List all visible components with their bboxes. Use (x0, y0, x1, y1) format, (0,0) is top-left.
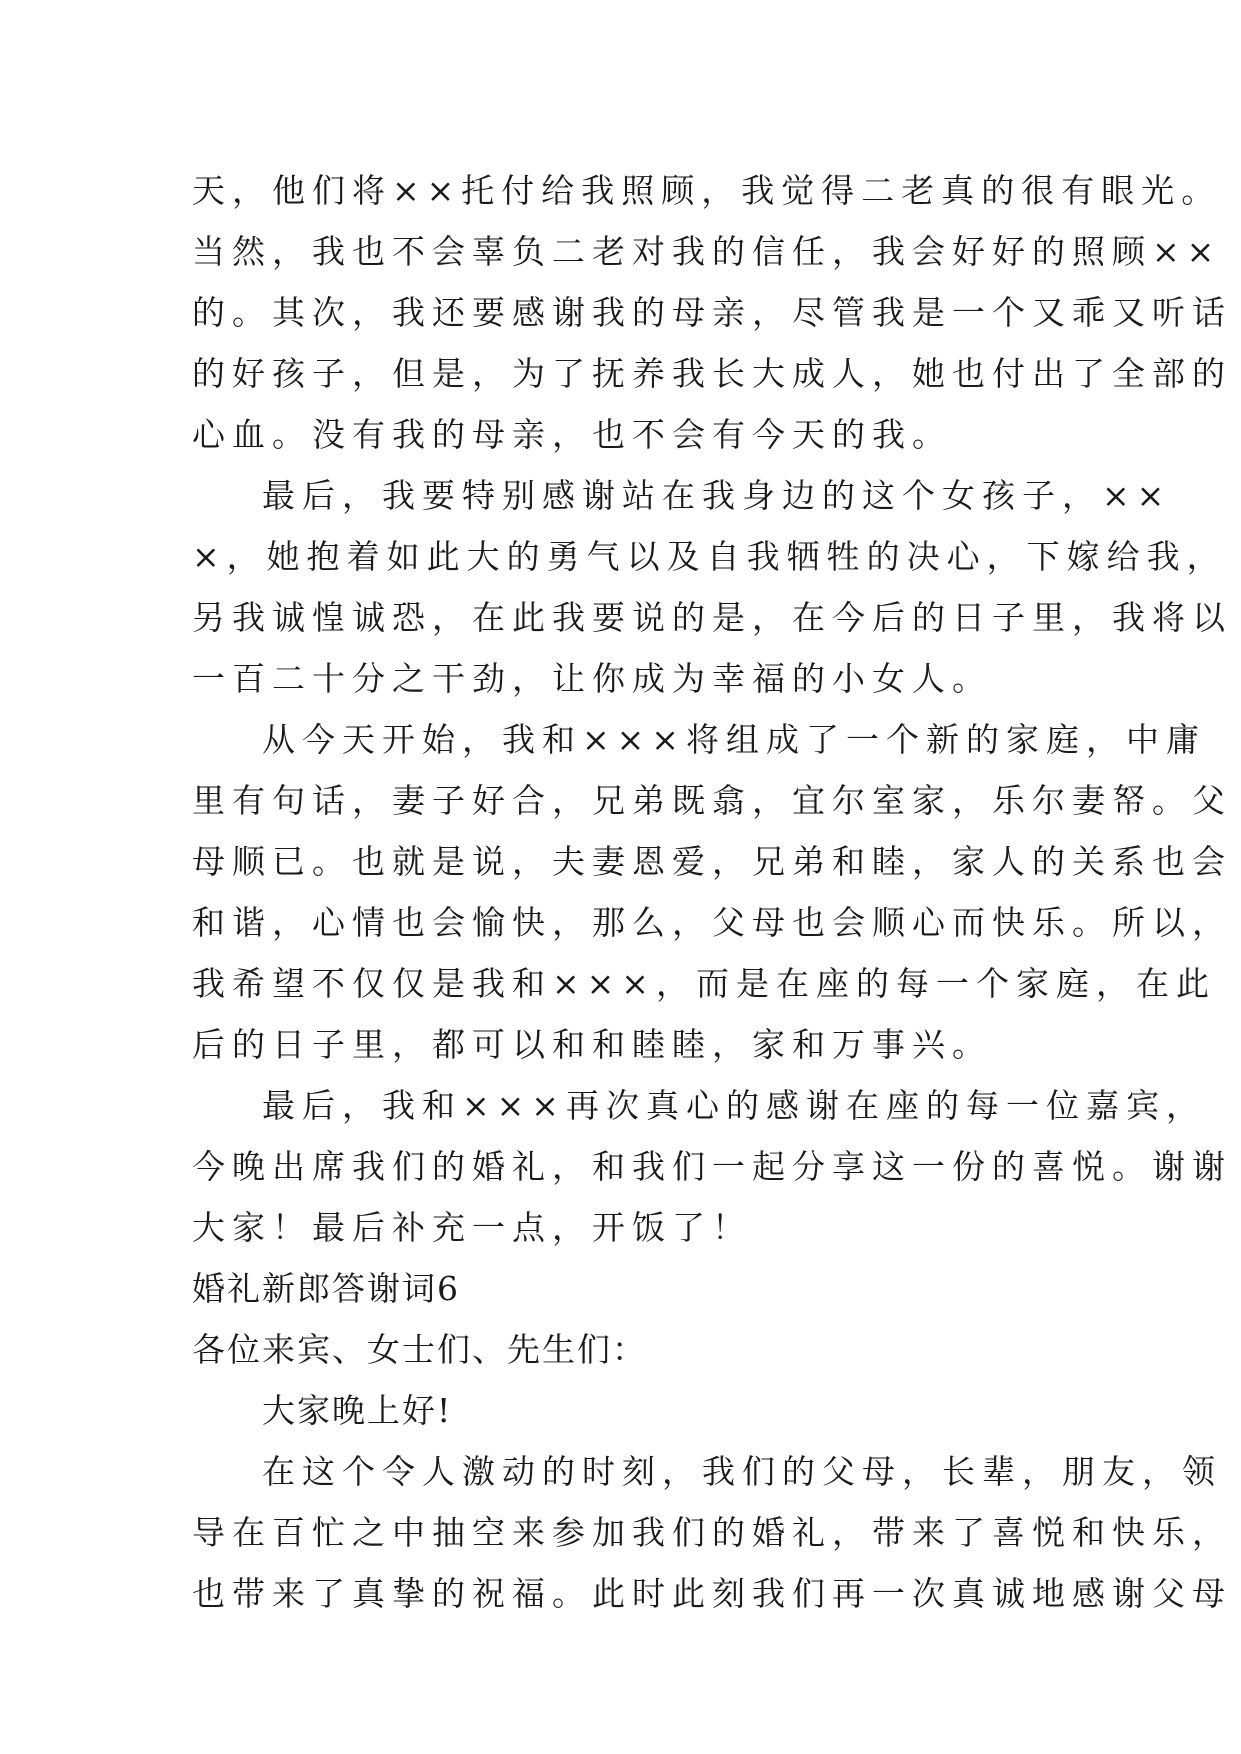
salutation: 各位来宾、女士们、先生们： (192, 1330, 647, 1369)
text-line: 大家！最后补充一点，开饭了！ (192, 1208, 752, 1247)
document-body (192, 160, 1232, 1624)
text-line: 也带来了真挚的祝福。此时此刻我们再一次真诚地感谢父母 (192, 1574, 1232, 1613)
text-line: 和谐，心情也会愉快，那么，父母也会顺心而快乐。所以， (192, 903, 1232, 942)
text-line: 最后，我和×××再次真心的感谢在座的每一位嘉宾， (262, 1086, 1206, 1125)
text-line: 母顺已。也就是说，夫妻恩爱，兄弟和睦，家人的关系也会 (192, 842, 1232, 881)
text-line: 后的日子里，都可以和和睦睦，家和万事兴。 (192, 1025, 992, 1064)
text-line: 最后，我要特别感谢站在我身边的这个女孩子，×× (262, 476, 1172, 515)
text-line: 从今天开始，我和×××将组成了一个新的家庭，中庸 (262, 720, 1206, 759)
text-line: 天，他们将××托付给我照顾，我觉得二老真的很有眼光。 (192, 171, 1222, 210)
text-line: 我希望不仅仅是我和×××，而是在座的每一个家庭，在此 (192, 964, 1216, 1003)
text-line: 当然，我也不会辜负二老对我的信任，我会好好的照顾×× (192, 232, 1222, 271)
text-line: 导在百忙之中抽空来参加我们的婚礼，带来了喜悦和快乐， (192, 1513, 1232, 1552)
text-line: 的好孩子，但是，为了抚养我长大成人，她也付出了全部的 (192, 354, 1232, 393)
text-line: 在这个令人激动的时刻，我们的父母，长辈，朋友，领 (262, 1452, 1222, 1491)
text-line: ×，她抱着如此大的勇气以及自我牺牲的决心，下嫁给我， (192, 537, 1227, 576)
text-line: 今晚出席我们的婚礼，和我们一起分享这一份的喜悦。谢谢 (192, 1147, 1232, 1186)
text-line: 另我诚惶诚恐，在此我要说的是，在今后的日子里，我将以 (192, 598, 1232, 637)
text-line: 的。其次，我还要感谢我的母亲，尽管我是一个又乖又听话 (192, 293, 1232, 332)
text-line: 心血。没有我的母亲，也不会有今天的我。 (192, 415, 952, 454)
text-line: 一百二十分之干劲，让你成为幸福的小女人。 (192, 659, 992, 698)
text-line: 里有句话，妻子好合，兄弟既翕，宜尔室家，乐尔妻帑。父 (192, 781, 1232, 820)
greeting: 大家晚上好! (262, 1391, 453, 1430)
section-heading: 婚礼新郎答谢词6 (192, 1269, 460, 1308)
